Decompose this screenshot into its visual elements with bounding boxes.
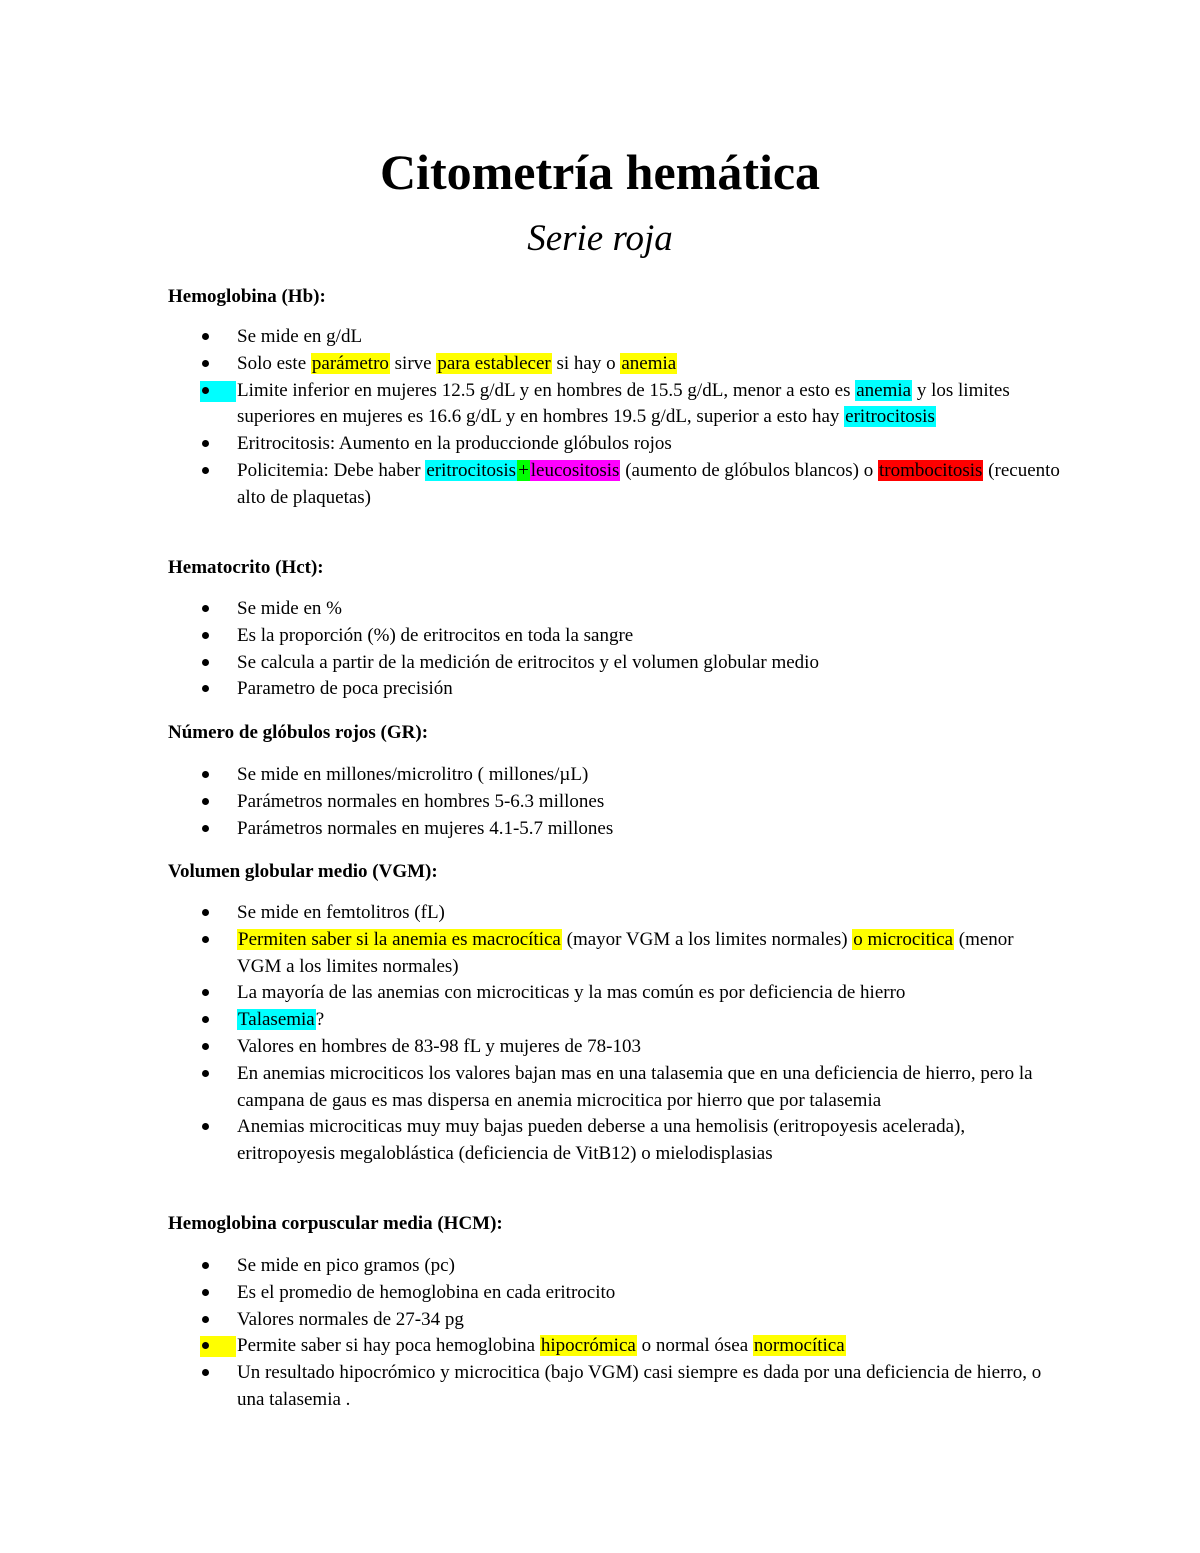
list-item: Anemias microciticas muy muy bajas pueden deberse a una hemolisis (eritropoyesis acelerada), eritropoyesis megaloblástica (deficiencia de VitB12) o mielodisplasias bbox=[0, 1114, 1060, 1168]
highlight-green: + bbox=[518, 459, 529, 481]
highlight-magenta: leucositosis bbox=[530, 459, 620, 481]
highlight-yellow: parámetro bbox=[311, 352, 389, 374]
bullet-icon bbox=[200, 1280, 210, 1307]
list-item: Se mide en % bbox=[0, 596, 1060, 623]
list-item: Solo este parámetro sirve para establecer si hay o anemia bbox=[0, 351, 1060, 378]
list-item: La mayoría de las anemias con microciticas y la mas común es por deficiencia de hierro bbox=[0, 980, 1060, 1007]
bullet-icon bbox=[200, 900, 210, 927]
list-item: Se mide en femtolitros (fL) bbox=[0, 900, 1060, 927]
highlight-yellow: normocítica bbox=[753, 1335, 845, 1357]
list-item: Permiten saber si la anemia es macrocítica (mayor VGM a los limites normales) o microcitica (menor VGM a los limites normales) bbox=[0, 927, 1060, 981]
bullet-icon bbox=[200, 1307, 210, 1334]
page-title: Citometría hemática bbox=[379, 144, 821, 200]
list-item: Valores normales de 27-34 pg bbox=[0, 1307, 1060, 1334]
bullet-icon bbox=[200, 1034, 210, 1061]
highlight-yellow: anemia bbox=[621, 352, 677, 374]
highlight-cyan: eritrocitosis bbox=[845, 406, 935, 428]
bullet-icon bbox=[200, 816, 210, 843]
bullet-icon bbox=[200, 324, 210, 351]
bullet-icon bbox=[200, 1007, 210, 1034]
section-heading-hcm: Hemoglobina corpuscular media (HCM): bbox=[168, 1213, 503, 1234]
bullet-icon bbox=[200, 458, 210, 485]
highlight-cyan: anemia bbox=[856, 379, 912, 401]
highlight-yellow: o microcitica bbox=[853, 928, 954, 950]
bullet-icon bbox=[200, 381, 236, 402]
bullet-icon bbox=[200, 351, 210, 378]
list-item: Parametro de poca precisión bbox=[0, 676, 1060, 703]
bullet-icon bbox=[200, 980, 210, 1007]
list-item: Es la proporción (%) de eritrocitos en toda la sangre bbox=[0, 623, 1060, 650]
page-subtitle: Serie roja bbox=[527, 218, 673, 259]
list-item: Es el promedio de hemoglobina en cada eritrocito bbox=[0, 1280, 1060, 1307]
bullet-icon bbox=[200, 927, 210, 954]
list-item: Parámetros normales en hombres 5-6.3 millones bbox=[0, 789, 1060, 816]
list-item: Se mide en millones/microlitro ( millones/µL) bbox=[0, 762, 1060, 789]
list-item: Se mide en g/dL bbox=[0, 324, 1060, 351]
bullet-icon bbox=[200, 789, 210, 816]
list-gr bbox=[0, 762, 1060, 842]
bullet-icon bbox=[200, 1114, 210, 1141]
bullet-icon bbox=[200, 676, 210, 703]
list-item: En anemias microciticos los valores bajan mas en una talasemia que en una deficiencia de hierro, pero la campana de gaus es mas dispersa en anemia microcitica por hierro que por talasemia bbox=[0, 1061, 1060, 1115]
bullet-icon bbox=[200, 762, 210, 789]
list-item: Se mide en pico gramos (pc) bbox=[0, 1253, 1060, 1280]
section-heading-vgm: Volumen globular medio (VGM): bbox=[168, 861, 438, 882]
list-item: Limite inferior en mujeres 12.5 g/dL y en hombres de 15.5 g/dL, menor a esto es anemia y los limites superiores en mujeres es 16.6 g/dL y en hombres 19.5 g/dL, superior a esto hay eritrocitosis bbox=[0, 378, 1060, 432]
list-item: Talasemia? bbox=[0, 1007, 1060, 1034]
highlight-yellow: para establecer bbox=[437, 352, 551, 374]
list-item: Valores en hombres de 83-98 fL y mujeres de 78-103 bbox=[0, 1034, 1060, 1061]
bullet-icon bbox=[200, 1253, 210, 1280]
list-item: Permite saber si hay poca hemoglobina hipocrómica o normal ósea normocítica bbox=[0, 1333, 1060, 1360]
highlight-yellow: hipocrómica bbox=[540, 1335, 636, 1357]
bullet-icon bbox=[200, 650, 210, 677]
bullet-icon bbox=[200, 596, 210, 623]
list-item: Policitemia: Debe haber eritrocitosis + leucositosis (aumento de glóbulos blancos) o trombocitosis (recuento alto de plaquetas) bbox=[0, 458, 1060, 512]
bullet-icon bbox=[200, 1336, 236, 1357]
list-hcm bbox=[0, 1253, 1060, 1414]
highlight-yellow: Permiten saber si la anemia es macrocítica bbox=[238, 928, 561, 950]
section-heading-hb: Hemoglobina (Hb): bbox=[168, 286, 326, 307]
list-hct bbox=[0, 596, 1060, 703]
bullet-icon bbox=[200, 1360, 210, 1387]
highlight-cyan: eritrocitosis bbox=[426, 459, 517, 481]
section-heading-gr: Número de glóbulos rojos (GR): bbox=[168, 722, 429, 743]
list-item: Un resultado hipocrómico y microcitica (bajo VGM) casi siempre es dada por una deficiencia de hierro, o una talasemia . bbox=[0, 1360, 1060, 1414]
list-vgm bbox=[0, 900, 1060, 1168]
list-hb bbox=[0, 324, 1060, 512]
list-item: Parámetros normales en mujeres 4.1-5.7 millones bbox=[0, 816, 1060, 843]
highlight-cyan: Talasemia bbox=[238, 1009, 315, 1031]
section-heading-hct: Hematocrito (Hct): bbox=[168, 557, 324, 578]
list-item: Se calcula a partir de la medición de eritrocitos y el volumen globular medio bbox=[0, 650, 1060, 677]
list-item: Eritrocitosis: Aumento en la produccionde glóbulos rojos bbox=[0, 431, 1060, 458]
bullet-icon bbox=[200, 431, 210, 458]
bullet-icon bbox=[200, 1061, 210, 1088]
highlight-red: trombocitosis bbox=[878, 459, 983, 481]
bullet-icon bbox=[200, 623, 210, 650]
